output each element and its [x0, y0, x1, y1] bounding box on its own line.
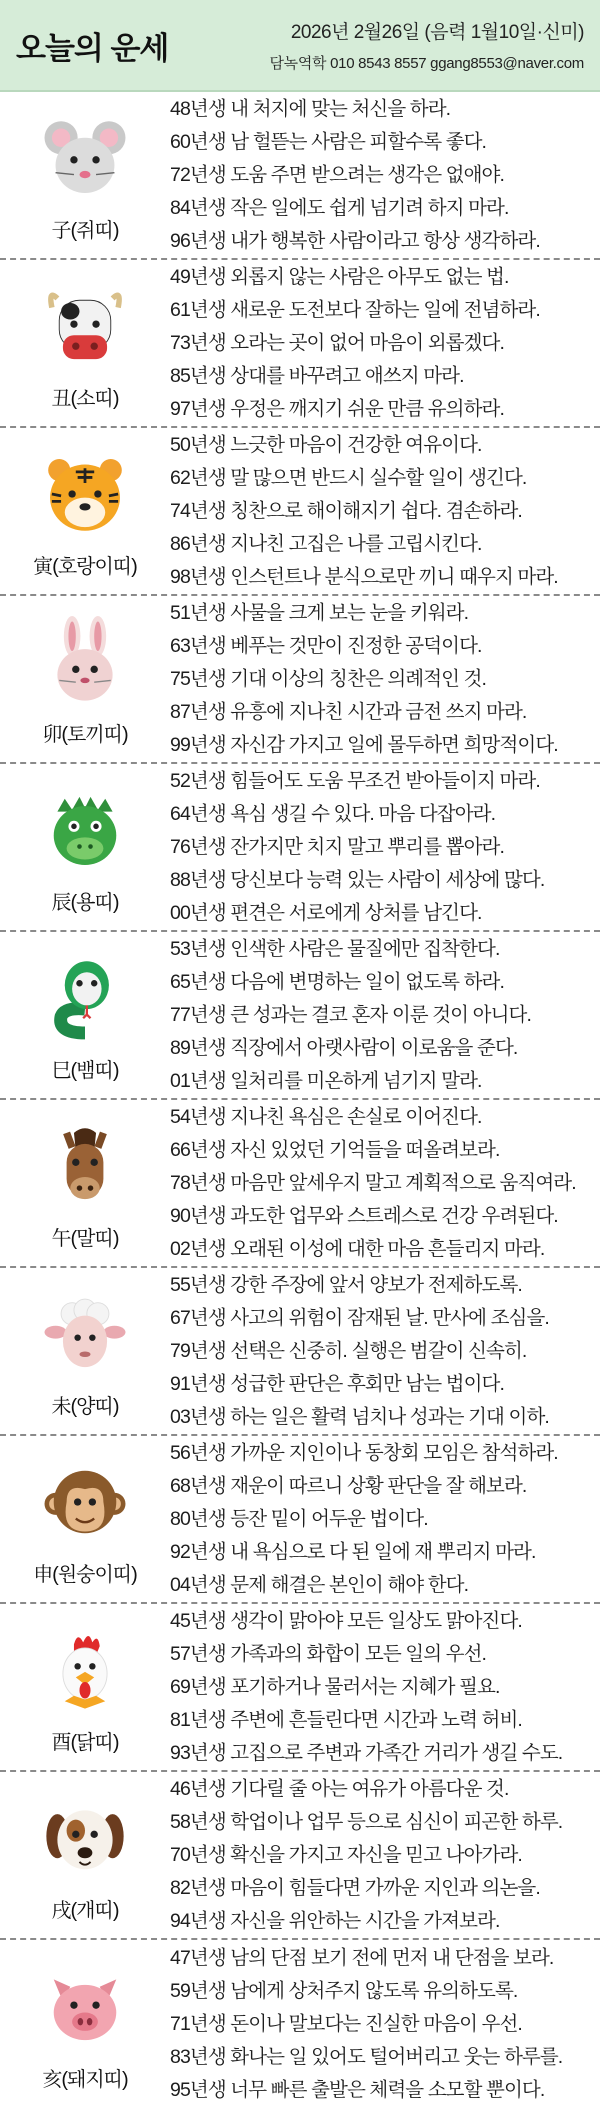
fortune-line: 86년생 지나친 고집은 나를 고립시킨다. [170, 532, 482, 555]
zodiac-name: 午(말띠) [51, 1227, 119, 1250]
rabbit-icon [39, 616, 131, 708]
monkey-icon [39, 1456, 131, 1548]
zodiac-animal [0, 260, 170, 426]
zodiac-section [0, 92, 600, 260]
fortune-lines [170, 260, 600, 426]
rat-icon [39, 112, 131, 204]
dog-icon [39, 1792, 131, 1884]
zodiac-section [0, 1940, 600, 2108]
zodiac-animal [0, 1772, 170, 1938]
zodiac-name: 亥(돼지띠) [42, 2068, 128, 2091]
fortune-line: 70년생 확신을 가지고 자신을 믿고 나아가라. [170, 1843, 522, 1866]
fortune-line: 83년생 화나는 일 있어도 털어버리고 웃는 하루를. [170, 2045, 563, 2068]
tiger-icon [39, 448, 131, 540]
fortune-line: 80년생 등잔 밑이 어두운 법이다. [170, 1507, 428, 1530]
fortune-lines [170, 1604, 600, 1770]
fortune-line: 61년생 새로운 도전보다 잘하는 일에 전념하라. [170, 298, 540, 321]
fortune-line: 03년생 하는 일은 활력 넘치나 성과는 기대 이하. [170, 1405, 549, 1428]
fortune-line: 04년생 문제 해결은 본인이 해야 한다. [170, 1573, 469, 1596]
fortune-line: 74년생 칭찬으로 해이해지기 쉽다. 겸손하라. [170, 499, 522, 522]
zodiac-name: 卯(토끼띠) [42, 723, 128, 746]
fortune-line: 46년생 기다릴 줄 아는 여유가 아름다운 것. [170, 1777, 509, 1800]
zodiac-animal [0, 596, 170, 762]
rooster-icon [39, 1624, 131, 1716]
fortune-line: 45년생 생각이 맑아야 모든 일상도 맑아진다. [170, 1609, 522, 1632]
zodiac-animal [0, 1436, 170, 1602]
snake-icon [39, 952, 131, 1044]
fortune-line: 47년생 남의 단점 보기 전에 먼저 내 단점을 보라. [170, 1946, 554, 1969]
fortune-line: 55년생 강한 주장에 앞서 양보가 전제하도록. [170, 1273, 522, 1296]
zodiac-name: 辰(용띠) [51, 891, 119, 914]
fortune-lines [170, 1772, 600, 1938]
fortune-line: 65년생 다음에 변명하는 일이 없도록 하라. [170, 970, 504, 993]
page-title: 오늘의 운세 [16, 30, 169, 66]
fortune-lines [170, 1100, 600, 1266]
zodiac-animal [0, 1604, 170, 1770]
fortune-lines [170, 932, 600, 1098]
sheep-icon [39, 1288, 131, 1380]
fortune-line: 69년생 포기하거나 물러서는 지혜가 필요. [170, 1675, 500, 1698]
fortune-line: 71년생 돈이나 말보다는 진실한 마음이 우선. [170, 2012, 522, 2035]
fortune-line: 93년생 고집으로 주변과 가족간 거리가 생길 수도. [170, 1741, 563, 1764]
zodiac-name: 丑(소띠) [51, 387, 119, 410]
ox-icon [39, 280, 131, 372]
fortune-lines [170, 428, 600, 594]
fortune-line: 78년생 마음만 앞세우지 말고 계획적으로 움직여라. [170, 1171, 576, 1194]
fortune-line: 02년생 오래된 이성에 대한 마음 흔들리지 마라. [170, 1237, 545, 1260]
fortune-line: 57년생 가족과의 화합이 모든 일의 우선. [170, 1642, 487, 1665]
fortune-line: 56년생 가까운 지인이나 동창회 모임은 참석하라. [170, 1441, 558, 1464]
fortune-line: 87년생 유흥에 지나친 시간과 금전 쓰지 마라. [170, 700, 527, 723]
fortune-line: 64년생 욕심 생길 수 있다. 마음 다잡아라. [170, 802, 496, 825]
fortune-line: 88년생 당신보다 능력 있는 사람이 세상에 많다. [170, 868, 545, 891]
fortune-line: 52년생 힘들어도 도움 무조건 받아들이지 마라. [170, 769, 540, 792]
fortune-line: 89년생 직장에서 아랫사람이 이로움을 준다. [170, 1036, 518, 1059]
zodiac-section [0, 764, 600, 932]
fortune-line: 75년생 기대 이상의 칭찬은 의례적인 것. [170, 667, 487, 690]
fortune-line: 82년생 마음이 힘들다면 가까운 지인과 의논을. [170, 1876, 540, 1899]
zodiac-name: 未(양띠) [51, 1395, 119, 1418]
fortune-line: 49년생 외롭지 않는 사람은 아무도 없는 법. [170, 265, 509, 288]
header [0, 0, 600, 92]
fortune-line: 53년생 인색한 사람은 물질에만 집착한다. [170, 937, 500, 960]
fortune-line: 84년생 작은 일에도 쉽게 넘기려 하지 마라. [170, 196, 509, 219]
zodiac-name: 申(원숭이띠) [33, 1563, 137, 1586]
zodiac-section [0, 1604, 600, 1772]
fortune-line: 76년생 잔가지만 치지 말고 뿌리를 뽑아라. [170, 835, 504, 858]
zodiac-name: 戌(개띠) [51, 1899, 119, 1922]
fortune-lines [170, 1940, 600, 2108]
pig-icon [39, 1961, 131, 2053]
zodiac-section [0, 932, 600, 1100]
fortune-line: 72년생 도움 주면 받으려는 생각은 없애야. [170, 163, 504, 186]
date-text: 2026년 2월26일 (음력 1월10일·신미) [290, 22, 584, 43]
zodiac-animal [0, 92, 170, 258]
zodiac-animal [0, 1940, 170, 2108]
zodiac-name: 酉(닭띠) [51, 1731, 119, 1754]
fortune-line: 62년생 말 많으면 반드시 실수할 일이 생긴다. [170, 466, 527, 489]
fortune-list [0, 92, 600, 2108]
zodiac-animal [0, 1268, 170, 1434]
dragon-icon [39, 784, 131, 876]
zodiac-section [0, 1772, 600, 1940]
fortune-line: 73년생 오라는 곳이 없어 마음이 외롭겠다. [170, 331, 504, 354]
zodiac-animal [0, 1100, 170, 1266]
fortune-line: 50년생 느긋한 마음이 건강한 여유이다. [170, 433, 482, 456]
fortune-line: 67년생 사고의 위험이 잠재된 날. 만사에 조심을. [170, 1306, 549, 1329]
fortune-line: 68년생 재운이 따르니 상황 판단을 잘 해보라. [170, 1474, 527, 1497]
zodiac-name: 巳(뱀띠) [51, 1059, 119, 1082]
fortune-line: 96년생 내가 행복한 사람이라고 항상 생각하라. [170, 229, 540, 252]
fortune-line: 60년생 남 헐뜯는 사람은 피할수록 좋다. [170, 130, 487, 153]
zodiac-animal [0, 428, 170, 594]
zodiac-animal [0, 932, 170, 1098]
fortune-lines [170, 1436, 600, 1602]
fortune-line: 81년생 주변에 흔들린다면 시간과 노력 허비. [170, 1708, 522, 1731]
fortune-line: 63년생 베푸는 것만이 진정한 공덕이다. [170, 634, 482, 657]
fortune-line: 77년생 큰 성과는 결코 혼자 이룬 것이 아니다. [170, 1003, 531, 1026]
fortune-lines [170, 1268, 600, 1434]
fortune-line: 92년생 내 욕심으로 다 된 일에 재 뿌리지 마라. [170, 1540, 536, 1563]
fortune-line: 97년생 우정은 깨지기 쉬운 만큼 유의하라. [170, 397, 504, 420]
header-info [206, 17, 584, 73]
fortune-line: 00년생 편견은 서로에게 상처를 남긴다. [170, 901, 482, 924]
zodiac-name: 子(쥐띠) [51, 219, 119, 242]
horse-icon [39, 1120, 131, 1212]
zodiac-section [0, 596, 600, 764]
fortune-lines [170, 596, 600, 762]
fortune-line: 85년생 상대를 바꾸려고 애쓰지 마라. [170, 364, 464, 387]
zodiac-section [0, 260, 600, 428]
fortune-lines [170, 764, 600, 930]
contact-text: 담녹역학 010 8543 8557 ggang8553@naver.com [269, 55, 584, 72]
zodiac-section [0, 428, 600, 596]
fortune-line: 99년생 자신감 가지고 일에 몰두하면 희망적이다. [170, 733, 558, 756]
fortune-line: 98년생 인스턴트나 분식으로만 끼니 때우지 마라. [170, 565, 558, 588]
zodiac-section [0, 1436, 600, 1604]
fortune-line: 51년생 사물을 크게 보는 눈을 키워라. [170, 601, 469, 624]
zodiac-animal [0, 764, 170, 930]
fortune-line: 79년생 선택은 신중히. 실행은 범갈이 신속히. [170, 1339, 527, 1362]
fortune-lines [170, 92, 600, 258]
fortune-line: 94년생 자신을 위안하는 시간을 가져보라. [170, 1909, 500, 1932]
fortune-line: 90년생 과도한 업무와 스트레스로 건강 우려된다. [170, 1204, 558, 1227]
fortune-line: 66년생 자신 있었던 기억들을 떠올려보라. [170, 1138, 500, 1161]
fortune-line: 91년생 성급한 판단은 후회만 남는 법이다. [170, 1372, 504, 1395]
fortune-line: 01년생 일처리를 미온하게 넘기지 말라. [170, 1069, 482, 1092]
zodiac-section [0, 1268, 600, 1436]
fortune-line: 48년생 내 처지에 맞는 처신을 하라. [170, 97, 451, 120]
fortune-line: 59년생 남에게 상처주지 않도록 유의하도록. [170, 1979, 518, 2002]
fortune-line: 54년생 지나친 욕심은 손실로 이어진다. [170, 1105, 482, 1128]
fortune-line: 58년생 학업이나 업무 등으로 심신이 피곤한 하루. [170, 1810, 563, 1833]
zodiac-section [0, 1100, 600, 1268]
fortune-line: 95년생 너무 빠른 출발은 체력을 소모할 뿐이다. [170, 2078, 545, 2101]
zodiac-name: 寅(호랑이띠) [33, 555, 137, 578]
